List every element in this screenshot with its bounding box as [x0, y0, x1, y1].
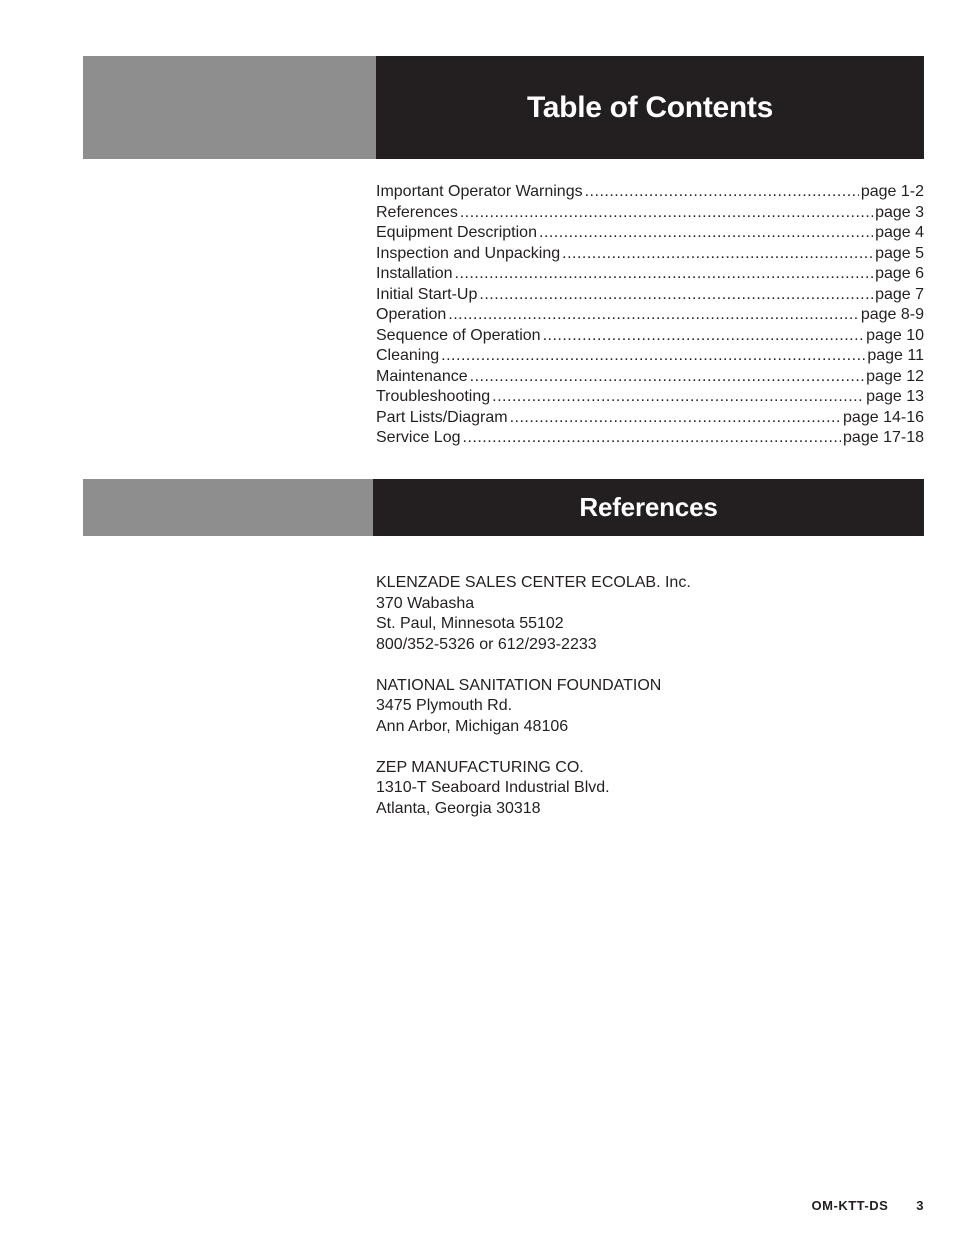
reference-name: KLENZADE SALES CENTER ECOLAB. Inc.: [376, 574, 691, 591]
toc-entry-page: page 12: [866, 367, 924, 385]
toc-entry-page: page 10: [866, 326, 924, 344]
toc-entry: [376, 326, 924, 347]
reference-street: 3475 Plymouth Rd.: [376, 697, 513, 714]
toc-entry: [376, 346, 924, 367]
footer-doc-code: OM-KTT-DS: [811, 1198, 889, 1213]
toc-entry-page: page 3: [875, 203, 924, 221]
toc-dot-leader: [460, 203, 873, 224]
toc-dot-leader: [441, 346, 865, 367]
toc-entry-label: Installation: [376, 265, 453, 282]
toc-entry-page: page 6: [875, 265, 924, 282]
toc-entry: [376, 182, 924, 203]
toc-entry-page: page 11: [867, 347, 924, 364]
footer-page-number: 3: [916, 1198, 924, 1213]
toc-entry: [376, 305, 924, 326]
toc-entry-label: Service Log: [376, 429, 461, 446]
toc-entry-label: Operation: [376, 306, 447, 323]
toc-dot-leader: [463, 428, 842, 449]
toc-dot-leader: [448, 305, 859, 326]
toc-title: Table of Contents: [526, 90, 773, 124]
toc-dot-leader: [479, 285, 873, 306]
toc-entry-label: Cleaning: [376, 347, 440, 364]
toc-entry: [376, 244, 924, 265]
toc-entry: [376, 223, 924, 244]
references-header-grey-block: [83, 479, 373, 536]
toc-entry-label: Inspection and Unpacking: [376, 244, 561, 262]
reference-street: 1310-T Seaboard Industrial Blvd.: [376, 779, 610, 796]
toc-entry-label: References: [376, 203, 458, 221]
toc-header-grey-block: [83, 56, 376, 159]
toc-entry: [376, 387, 924, 408]
toc-entry-label: Troubleshooting: [376, 388, 491, 405]
toc-entry-page: page 14-16: [843, 408, 924, 426]
toc-entry-page: page 1-2: [860, 183, 924, 200]
toc-entry-page: page 7: [875, 285, 924, 303]
toc-entry-page: page 17-18: [843, 429, 924, 446]
reference-entry: [376, 676, 924, 738]
toc-dot-leader: [510, 408, 841, 429]
toc-dot-leader: [543, 326, 865, 347]
toc-entry-label: Maintenance: [376, 367, 468, 385]
reference-street: 370 Wabasha: [376, 594, 475, 612]
toc-entry-page: page 8-9: [860, 306, 924, 323]
toc-dot-leader: [492, 387, 864, 408]
toc-entry-page: page 5: [875, 244, 924, 262]
reference-city: Ann Arbor, Michigan 48106: [376, 717, 569, 735]
references-title: References: [579, 492, 718, 522]
toc-entry-label: Part Lists/Diagram: [376, 408, 508, 426]
references-header-band: [83, 479, 924, 536]
toc-list: [376, 182, 924, 449]
toc-entry: [376, 203, 924, 224]
toc-dot-leader: [470, 367, 865, 388]
references-list: [376, 573, 924, 840]
reference-name: ZEP MANUFACTURING CO.: [376, 758, 584, 776]
toc-entry: [376, 408, 924, 429]
references-header-black-block: [373, 479, 924, 536]
toc-entry-label: Initial Start-Up: [376, 285, 478, 303]
toc-entry-page: page 4: [875, 224, 924, 241]
reference-entry: [376, 573, 924, 655]
toc-entry: [376, 285, 924, 306]
toc-dot-leader: [585, 182, 859, 203]
toc-dot-leader: [455, 264, 874, 285]
reference-entry: [376, 758, 924, 820]
toc-entry: [376, 367, 924, 388]
toc-entry-label: Equipment Description: [376, 224, 537, 241]
reference-phone: 800/352-5326 or 612/293-2233: [376, 635, 597, 653]
reference-city: Atlanta, Georgia 30318: [376, 799, 541, 817]
reference-city: St. Paul, Minnesota 55102: [376, 615, 564, 632]
toc-entry: [376, 264, 924, 285]
toc-entry-page: page 13: [866, 388, 924, 405]
toc-header-black-block: [376, 56, 924, 159]
toc-dot-leader: [562, 244, 873, 265]
page-footer: [812, 1198, 924, 1213]
toc-entry-label: Sequence of Operation: [376, 326, 541, 344]
reference-name: NATIONAL SANITATION FOUNDATION: [376, 676, 662, 694]
toc-header-band: [83, 56, 924, 159]
toc-entry: [376, 428, 924, 449]
toc-dot-leader: [539, 223, 873, 244]
toc-entry-label: Important Operator Warnings: [376, 183, 583, 200]
